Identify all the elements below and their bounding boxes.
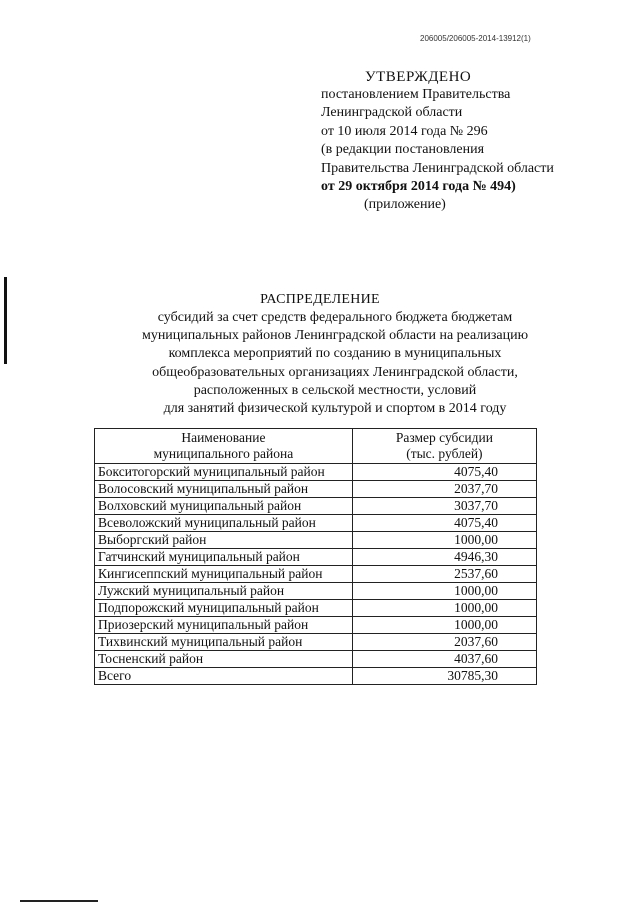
table-row bbox=[95, 549, 537, 566]
district-name: Лужский муниципальный район bbox=[95, 583, 353, 600]
subsidy-amount: 4946,30 bbox=[352, 549, 536, 566]
total-amount: 30785,30 bbox=[352, 668, 536, 685]
district-name: Волховский муниципальный район bbox=[95, 498, 353, 515]
subsidy-amount: 4037,60 bbox=[352, 651, 536, 668]
document-id: 206005/206005-2014-13912(1) bbox=[420, 34, 531, 43]
total-label: Всего bbox=[95, 668, 353, 685]
header-amount: Размер субсидии (тыс. рублей) bbox=[352, 429, 536, 464]
subtitle-line: комплекса мероприятий по созданию в муниципальных bbox=[168, 346, 502, 362]
approval-heading: УТВЕРЖДЕНО bbox=[365, 69, 472, 85]
subsidy-amount: 4075,40 bbox=[352, 515, 536, 532]
approval-line: Ленинградской области bbox=[321, 105, 463, 121]
table-row bbox=[95, 532, 537, 549]
subtitle-line: расположенных в сельской местности, условий bbox=[193, 382, 477, 398]
subsidy-amount: 1000,00 bbox=[352, 583, 536, 600]
subtitle-line: муниципальных районов Ленинградской области на реализацию bbox=[141, 328, 529, 344]
document-subtitle bbox=[100, 309, 570, 418]
district-name: Подпорожский муниципальный район bbox=[95, 600, 353, 617]
table-row bbox=[95, 583, 537, 600]
district-name: Всеволожский муниципальный район bbox=[95, 515, 353, 532]
district-name: Выборгский район bbox=[95, 532, 353, 549]
table-row bbox=[95, 481, 537, 498]
subtitle-line: для занятий физической культурой и спортом в 2014 году bbox=[163, 401, 507, 417]
district-name: Тихвинский муниципальный район bbox=[95, 634, 353, 651]
subsidy-amount: 2037,60 bbox=[352, 634, 536, 651]
subsidy-amount: 1000,00 bbox=[352, 600, 536, 617]
table-row bbox=[95, 515, 537, 532]
subsidy-amount: 2537,60 bbox=[352, 566, 536, 583]
subsidy-amount: 1000,00 bbox=[352, 617, 536, 634]
subsidy-amount: 4075,40 bbox=[352, 464, 536, 481]
district-name: Тосненский район bbox=[95, 651, 353, 668]
district-name: Волосовский муниципальный район bbox=[95, 481, 353, 498]
header-district: Наименование муниципального района bbox=[95, 429, 353, 464]
table-row bbox=[95, 651, 537, 668]
subtitle-line: общеобразовательных организациях Ленинградской области, bbox=[152, 364, 518, 380]
approval-block bbox=[321, 86, 554, 215]
district-name: Кингисеппский муниципальный район bbox=[95, 566, 353, 583]
approval-annex-line: (приложение) bbox=[364, 197, 446, 213]
scan-margin-mark bbox=[4, 277, 7, 364]
table-row bbox=[95, 634, 537, 651]
table-row bbox=[95, 566, 537, 583]
total-row bbox=[95, 668, 537, 685]
district-name: Бокситогорский муниципальный район bbox=[95, 464, 353, 481]
subsidy-amount: 1000,00 bbox=[352, 532, 536, 549]
district-name: Приозерский муниципальный район bbox=[95, 617, 353, 634]
subsidy-amount: 2037,70 bbox=[352, 481, 536, 498]
subtitle-line: субсидий за счет средств федерального бюджета бюджетам bbox=[157, 310, 513, 325]
subsidy-table bbox=[94, 428, 537, 685]
document-title: РАСПРЕДЕЛЕНИЕ bbox=[260, 292, 380, 307]
table-row bbox=[95, 464, 537, 481]
subsidy-amount: 3037,70 bbox=[352, 498, 536, 515]
table-row bbox=[95, 600, 537, 617]
approval-line: (в редакции постановления bbox=[321, 142, 485, 158]
table-row bbox=[95, 617, 537, 634]
approval-line: постановлением Правительства bbox=[321, 87, 511, 102]
district-name: Гатчинский муниципальный район bbox=[95, 549, 353, 566]
table-header-row bbox=[95, 429, 537, 464]
bottom-rule bbox=[20, 900, 98, 902]
table-row bbox=[95, 498, 537, 515]
approval-line: Правительства Ленинградской области bbox=[321, 160, 554, 176]
approval-line: от 29 октября 2014 года № 494) bbox=[321, 179, 516, 195]
approval-line: от 10 июля 2014 года № 296 bbox=[321, 123, 488, 139]
